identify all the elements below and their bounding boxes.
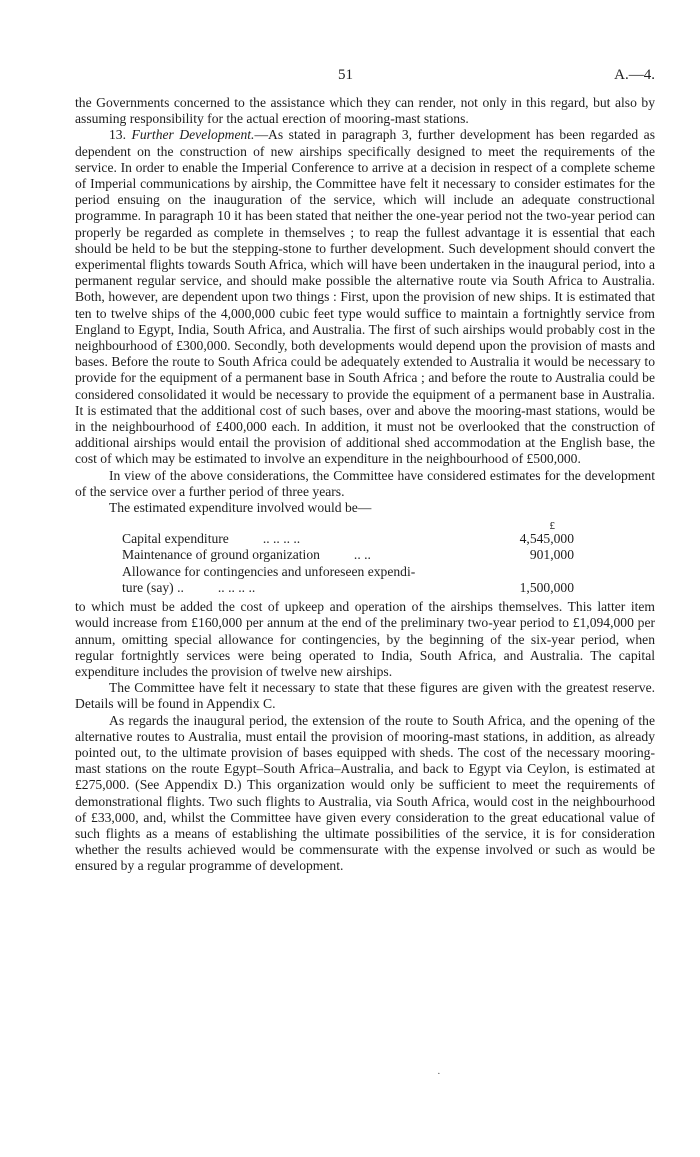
row-label: Capital expenditure .. .. .. ..	[122, 531, 301, 547]
paragraph-upkeep: to which must be added the cost of upkeep and operation of the airships themselves. This latter item would increase from £160,000 per annum at the end of the preliminary two-year period to £1,094,000 per annum, omitting special allowance for contingencies, by the beginning of the six-year period, when regular fortnightly services were being operated to India, South Africa, and Australia. The capital expenditure includes the provision of twelve new airships.	[75, 599, 655, 679]
row-label: Maintenance of ground organization .. ..	[122, 547, 371, 563]
row-amount: 1,500,000	[519, 579, 574, 595]
paragraph-reserve: The Committee have felt it necessary to state that these figures are given with the greatest reserve. Details will be found in Appendix C.	[75, 680, 655, 712]
currency-symbol: £	[549, 520, 555, 533]
table-row	[122, 547, 574, 563]
paragraph-expenditure-intro: The estimated expenditure involved would be—	[109, 500, 372, 516]
row-label-continued: ture (say) .. .. .. .. ..	[122, 579, 256, 595]
leader-dots: .. .. .. ..	[217, 579, 256, 595]
leader-dots: .. .. .. ..	[262, 531, 301, 547]
currency-heading	[75, 516, 655, 531]
section-title: Further Development.	[131, 127, 255, 143]
table-row	[122, 564, 574, 580]
paragraph-inaugural-period: As regards the inaugural period, the extension of the route to South Africa, and the opening of the alternative routes to Australia, must entail the provision of mooring-mast stations, in addition, as already pointed out, to the ultimate provision of bases equipped with sheds. The cost of the necessary mooring-mast stations on the route Egypt–South Africa–Australia, and back to Egypt via Ceylon, is estimated at £275,000. (See Appendix D.) This organization would only be sufficient to meet the requirements of demonstrational flights. Two such flights to Australia, via South Africa, would cost in the neighbourhood of £33,000, and, whilst the Committee have given every consideration to the great educational value of such flights as a means of establishing the ultimate possibilities of the service, it is for consideration whether the results achieved would be commensurate with the expense involved or such as would be ensured by a regular programme of development.	[75, 712, 655, 874]
paragraph-number: 13.	[109, 127, 126, 143]
expenditure-table	[122, 531, 574, 596]
page-number: 51	[338, 67, 353, 83]
table-row	[122, 531, 574, 547]
row-amount: 4,545,000	[519, 531, 574, 547]
document-reference: A.—4.	[614, 67, 655, 83]
row-label: Allowance for contingencies and unforeseen expendi-	[122, 563, 416, 579]
leader-dots: .. ..	[353, 547, 371, 563]
row-amount: 901,000	[529, 547, 574, 563]
page-body	[75, 95, 655, 875]
paragraph-continuation: the Governments concerned to the assistance which they can render, not only in this regard, but also by assuming responsibility for the actual erection of mooring-mast stations.	[75, 95, 655, 127]
page-header	[0, 67, 700, 87]
paragraph-further-development	[75, 127, 655, 467]
stray-mark: ·	[437, 1068, 441, 1080]
paragraph-considerations: In view of the above considerations, the Committee have considered estimates for the development of the service over a further period of three years.	[75, 467, 655, 499]
paragraph-body: —As stated in paragraph 3, further development has been regarded as dependent on the construction of new airships specifically designed to meet the requirements of the service. In order to enable the Imperial Conference to arrive at a decision in respect of a complete scheme of Imperial communications by airship, the Committee have felt it necessary to consider estimates for the period ensuing on the inauguration of the service, which will include an adequate constructional programme. In paragraph 10 it has been stated that neither the one-year period not the two-year period can properly be regarded as complete in themselves ; to reap the fullest advantage it is essential that each should be held to be but the stepping-stone to further development. Such development should convert the experimental flights towards South Africa, which will have been undertaken in the inaugural period, into a permanent regular service, and should make possible the alternative route via South Africa to Australia. Both, however, are dependent upon two things : First, upon the provision of new ships. It is estimated that ten to twelve ships of the 4,000,000 cubic feet type would suffice to maintain a fortnightly service from England to Egypt, India, South Africa, and Australia. The first of such airships would probably cost in the neighbourhood of £300,000. Secondly, both developments would depend upon the provision of masts and bases. Before the route to South Africa could be adequately extended to Australia it would be necessary to provide for the equipment of a permanent base in South Africa ; and before the route to Australia could be considered consolidated it would be necessary to provide the equipment of a permanent base in Australia. It is estimated that the additional cost of such bases, over and above the mooring-mast stations, would be in the neighbourhood of £400,000 each. In addition, it must not be overlooked that the construction of additional airships would entail the provision of additional shed accommodation at the English base, the cost of which may be estimated to involve an expenditure in the neighbourhood of £500,000.	[75, 127, 655, 467]
table-row	[122, 580, 574, 596]
